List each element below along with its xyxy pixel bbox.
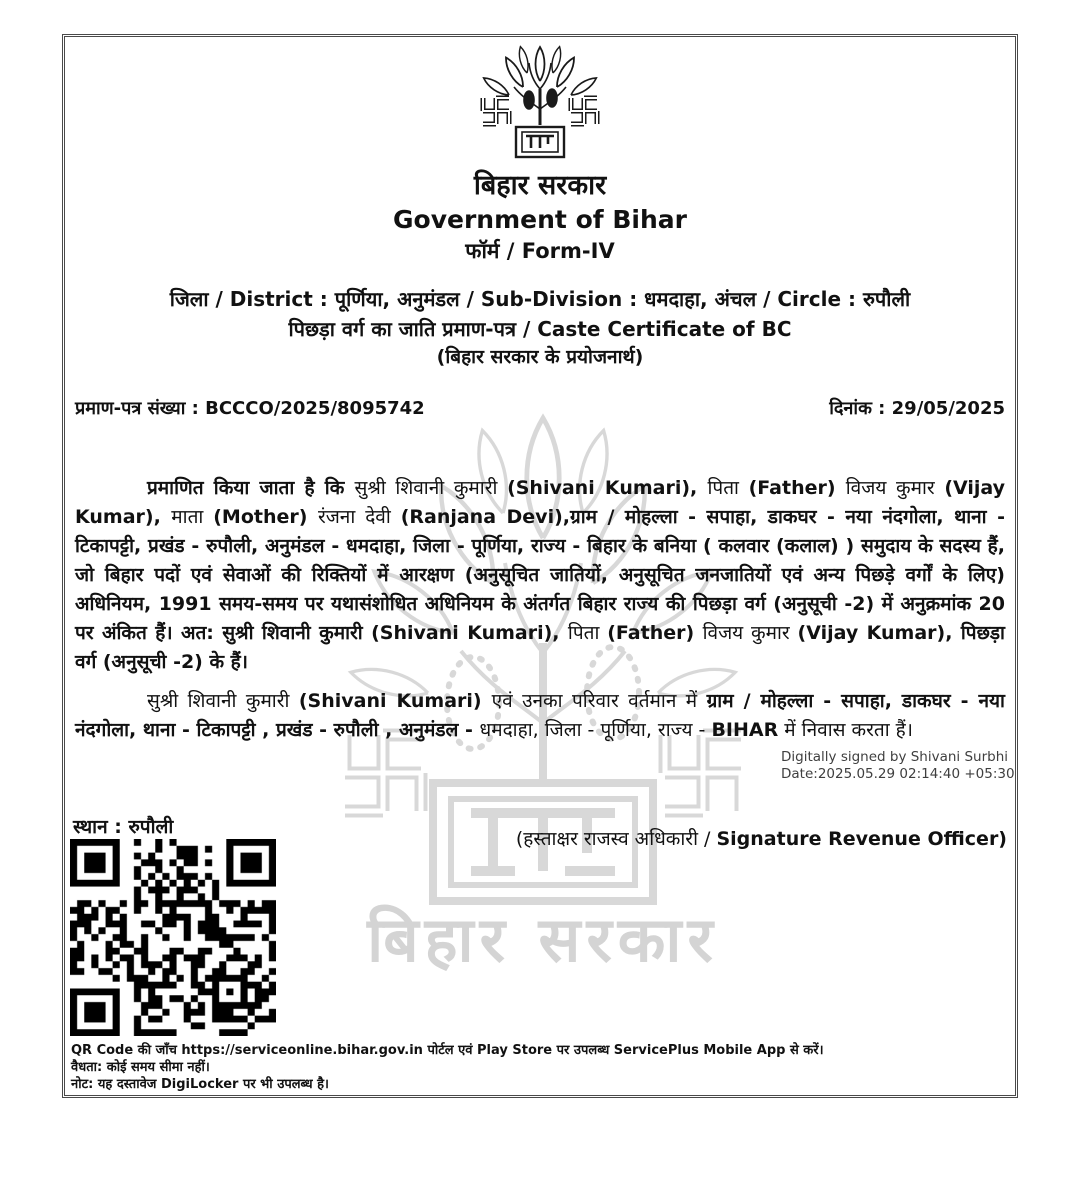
certificate-body-paragraph-1: प्रमाणित किया जाता है कि सुश्री शिवानी कुमारी (Shivani Kumari), पिता (Father) विजय कुमार (Vijay Kumar), माता (Mother) रंजना देवी (Ranjana Devi),ग्राम / मोहल्ला - सपाहा, डाकघर - नया नंदगोला, थाना - टिकापट्टी, प्रखंड - रुपौली, अनुमंडल - धमदाहा, जिला - पूर्णिया, राज्य - बिहार के बनिया ( कलवार (कलाल) ) समुदाय के सदस्य हैं, जो बिहार पदों एवं सेवाओं की रिक्तियों में आरक्षण (अनुसूचित जातियों, अनुसूचित जनजातियों एवं अन्य पिछड़े वर्गों के लिए) अधिनियम, 1991 समय-समय पर यथासंशोधित अधिनियम के अंतर्गत बिहार राज्य की पिछड़ा वर्ग (अनुसूची -2) में अनुक्रमांक 20 पर अंकित हैं। अत: सुश्री शिवानी कुमारी (Shivani Kumari), पिता (Father) विजय कुमार (Vijay Kumar), पिछड़ा वर्ग (अनुसूची -2) के हैं। [75, 477, 1006, 673]
purpose-line: (बिहार सरकार के प्रयोजनार्थ) [436, 346, 644, 368]
footer-validity-line: वैधता: कोई समय सीमा नहीं। [71, 1060, 210, 1075]
digital-signature-line2: Date:2025.05.29 02:14:40 +05:30 [781, 766, 1015, 782]
header-title-hindi: बिहार सरकार [473, 170, 607, 201]
watermark-text: बिहार सरकार [367, 903, 719, 973]
header-title-english: Government of Bihar [393, 205, 687, 234]
certificate-meta-row [65, 396, 1015, 422]
header-emblem-wrap [65, 37, 1015, 167]
certificate-number-value: BCCCO/2025/8095742 [205, 398, 425, 419]
certificate-frame [62, 34, 1018, 1098]
issue-date-value: 29/05/2025 [891, 398, 1005, 419]
revenue-officer-signature-label: (हस्ताक्षर राजस्व अधिकारी / Signature Revenue Officer) [515, 828, 1007, 850]
issue-date-label: दिनांक : [829, 398, 886, 419]
issue-date [829, 396, 1005, 422]
certificate-number [75, 396, 425, 422]
footer-notes [71, 1042, 824, 1093]
footer-digilocker-line: नोट: यह दस्तावेज DigiLocker पर भी उपलब्ध है। [71, 1077, 329, 1092]
digital-signature-line1: Digitally signed by Shivani Surbhi [781, 749, 1009, 765]
form-number: फॉर्म / Form-IV [465, 239, 615, 263]
certificate-body-paragraph-2: सुश्री शिवानी कुमारी (Shivani Kumari) एवं उनका परिवार वर्तमान में ग्राम / मोहल्ला - सपाहा, डाकघर - नया नंदगोला, थाना - टिकापट्टी , प्रखंड - रुपौली , अनुमंडल - धमदाहा, जिला - पूर्णिया, राज्य - BIHAR में निवास करता हैं। [75, 690, 1005, 741]
digital-signature-block [781, 749, 1031, 783]
bihar-emblem-icon [465, 43, 615, 163]
qr-code [70, 839, 276, 1036]
certificate-number-label: प्रमाण-पत्र संख्या : [75, 398, 199, 419]
certificate-title: पिछड़ा वर्ग का जाति प्रमाण-पत्र / Caste Certificate of BC [288, 317, 792, 341]
place-line: स्थान : रुपौली [73, 816, 174, 838]
district-subdivision-circle-line: जिला / District : पूर्णिया, अनुमंडल / Sub-Division : धमदाहा, अंचल / Circle : रुपौली [169, 287, 911, 311]
footer-qr-check-line: QR Code की जाँच https://serviceonline.bihar.gov.in पोर्टल एवं Play Store पर उपलब्ध ServicePlus Mobile App से करें। [71, 1043, 824, 1058]
